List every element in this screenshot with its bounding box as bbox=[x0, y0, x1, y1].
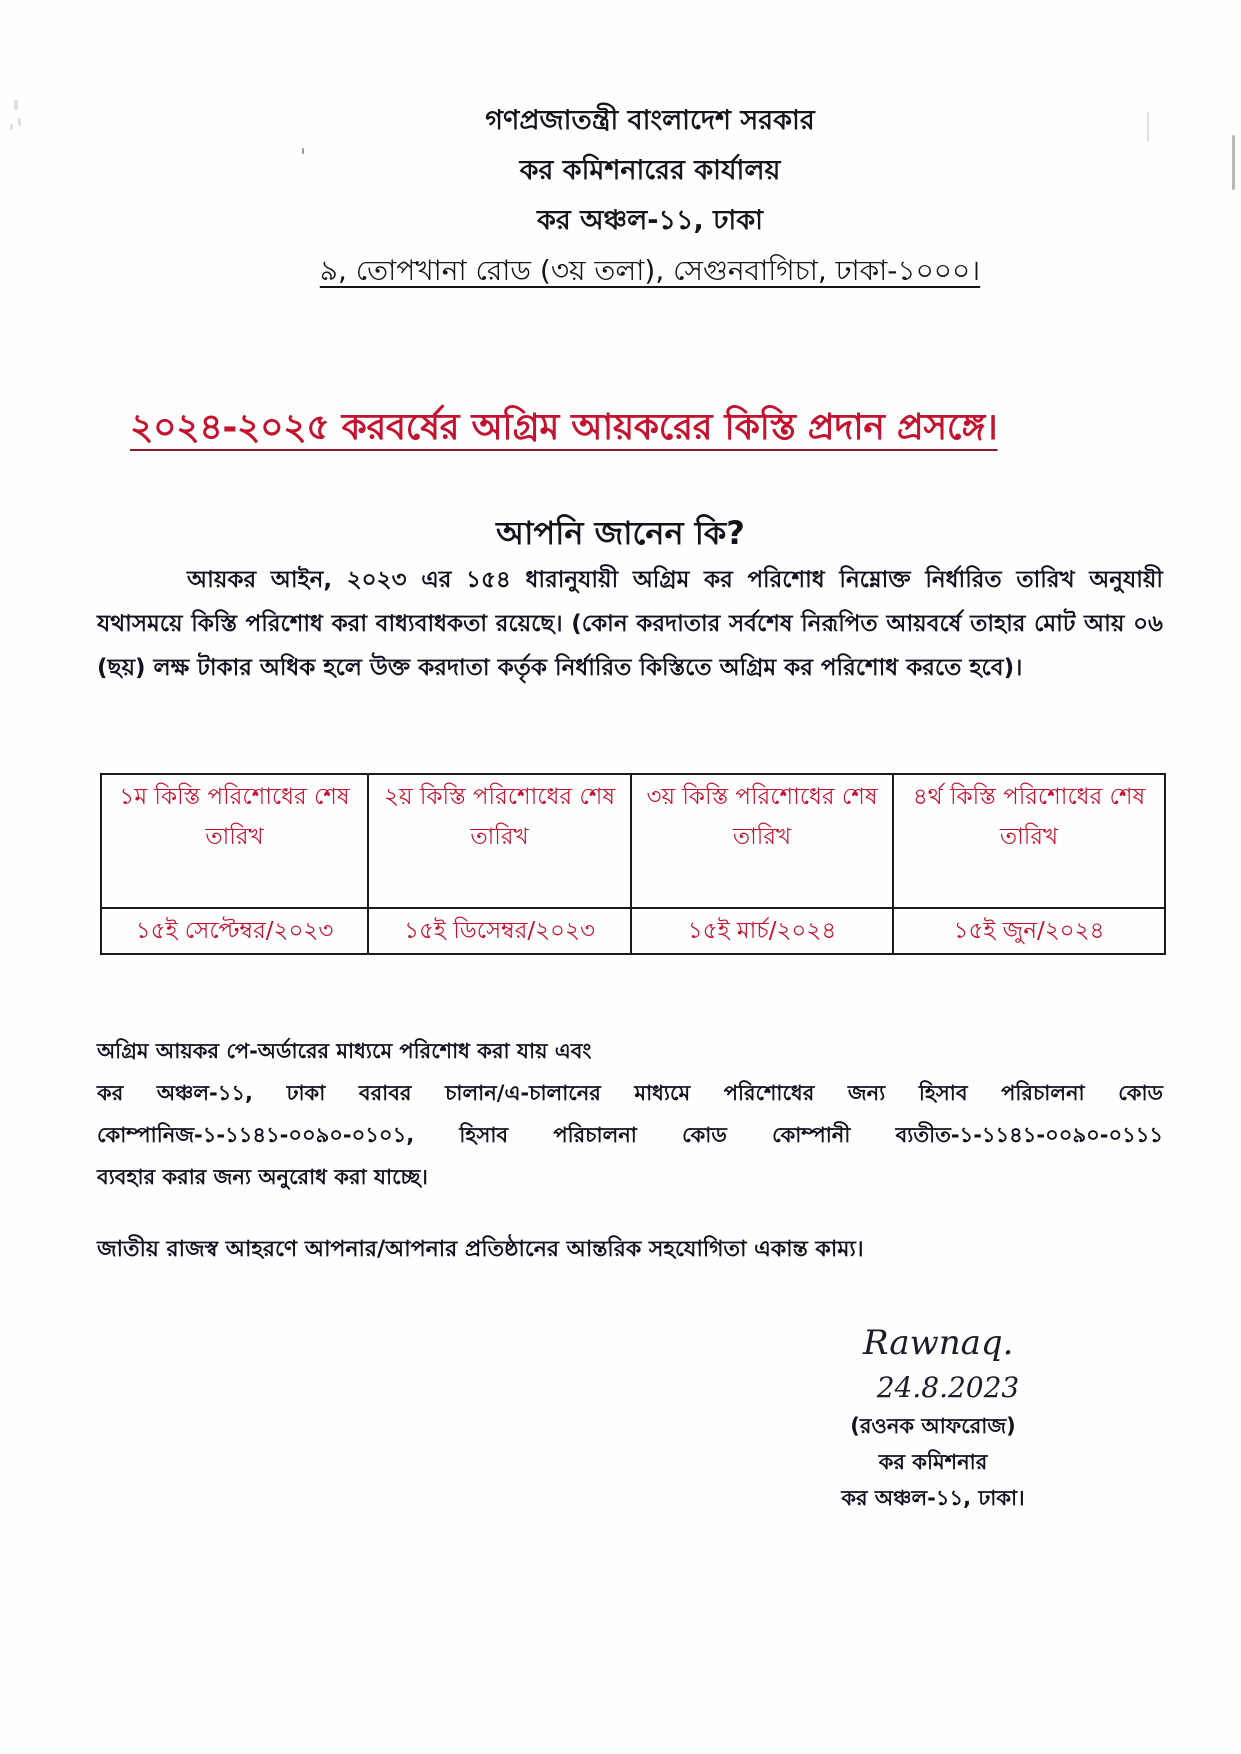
table-cell-date: ১৫ই সেপ্টেম্বর/২০২৩ bbox=[101, 908, 368, 954]
payment-line-1: অগ্রিম আয়কর পে-অর্ডারের মাধ্যমে পরিশোধ করা যায় এবং bbox=[97, 1039, 592, 1063]
payment-line-3: কোম্পানিজ-১-১১৪১-০০৯০-০১০১, হিসাব পরিচালনা কোড কোম্পানী ব্যতীত-১-১১৪১-০০৯০-০১১১ bbox=[97, 1123, 1163, 1147]
signature-date: 24.8.2023 bbox=[876, 1371, 1020, 1404]
scan-mark bbox=[1232, 135, 1235, 190]
tax-zone: কর অঞ্চল-১১, ঢাকা bbox=[537, 205, 763, 236]
letterhead bbox=[260, 96, 1040, 297]
table-header-cell: ৩য় কিস্তি পরিশোধের শেষ তারিখ bbox=[631, 774, 893, 908]
table-cell-date: ১৫ই ডিসেম্বর/২০২৩ bbox=[368, 908, 631, 954]
government-name: গণপ্রজাতন্ত্রী বাংলাদেশ সরকার bbox=[485, 105, 815, 136]
legal-notice-paragraph: আয়কর আইন, ২০২৩ এর ১৫৪ ধারানুযায়ী অগ্রিম কর পরিশোধ নিম্নোক্ত নির্ধারিত তারিখ অনুযায়ী যথাসময়ে কিস্তি পরিশোধ করা বাধ্যবাধকতা রয়েছে। (কোন করদাতার সর্বশেষ নিরূপিত আয়বর্ষে তাহার মোট আয় ০৬ (ছয়) লক্ষ টাকার অধিক হলে উক্ত করদাতা কর্তৃক নির্ধারিত কিস্তিতে অগ্রিম কর পরিশোধ করতে হবে)। bbox=[97, 567, 1163, 681]
table-header-cell: ৪র্থ কিস্তি পরিশোধের শেষ তারিখ bbox=[893, 774, 1165, 908]
payment-line-2: কর অঞ্চল-১১, ঢাকা বরাবর চালান/এ-চালানের মাধ্যমে পরিশোধের জন্য হিসাব পরিচালনা কোড bbox=[97, 1081, 1163, 1105]
signature-block bbox=[808, 1318, 1058, 1516]
office-address: ৯, তোপখানা রোড (৩য় তলা), সেগুনবাগিচা, ঢাকা-১০০০। bbox=[319, 254, 981, 287]
table-cell-date: ১৫ই জুন/২০২৪ bbox=[893, 908, 1165, 954]
signatory-office: কর অঞ্চল-১১, ঢাকা। bbox=[841, 1486, 1025, 1510]
scan-mark bbox=[14, 100, 18, 110]
scan-mark bbox=[1147, 112, 1149, 142]
scan-mark bbox=[18, 118, 21, 126]
section-heading: আপনি জানেন কি? bbox=[496, 514, 745, 552]
table-header-row bbox=[101, 774, 1165, 908]
payment-line-4: ব্যবহার করার জন্য অনুরোধ করা যাচ্ছে। bbox=[97, 1165, 428, 1189]
table-row bbox=[101, 908, 1165, 954]
installment-schedule-table bbox=[100, 773, 1166, 955]
office-name: কর কমিশনারের কার্যালয় bbox=[519, 155, 781, 186]
signatory-name: (রওনক আফরোজ) bbox=[850, 1414, 1016, 1438]
handwritten-signature: Rawnaq. bbox=[863, 1323, 1014, 1363]
payment-instructions bbox=[97, 1030, 1163, 1198]
scan-mark bbox=[10, 124, 13, 130]
closing-statement: জাতীয় রাজস্ব আহরণে আপনার/আপনার প্রতিষ্ঠানের আন্তরিক সহযোগিতা একান্ত কাম্য। bbox=[97, 1237, 864, 1262]
table-cell-date: ১৫ই মার্চ/২০২৪ bbox=[631, 908, 893, 954]
subject-title: ২০২৪-২০২৫ করবর্ষের অগ্রিম আয়করের কিস্তি প্রদান প্রসঙ্গে। bbox=[130, 407, 998, 448]
table-header-cell: ২য় কিস্তি পরিশোধের শেষ তারিখ bbox=[368, 774, 631, 908]
signatory-title: কর কমিশনার bbox=[878, 1450, 988, 1474]
table-header-cell: ১ম কিস্তি পরিশোধের শেষ তারিখ bbox=[101, 774, 368, 908]
